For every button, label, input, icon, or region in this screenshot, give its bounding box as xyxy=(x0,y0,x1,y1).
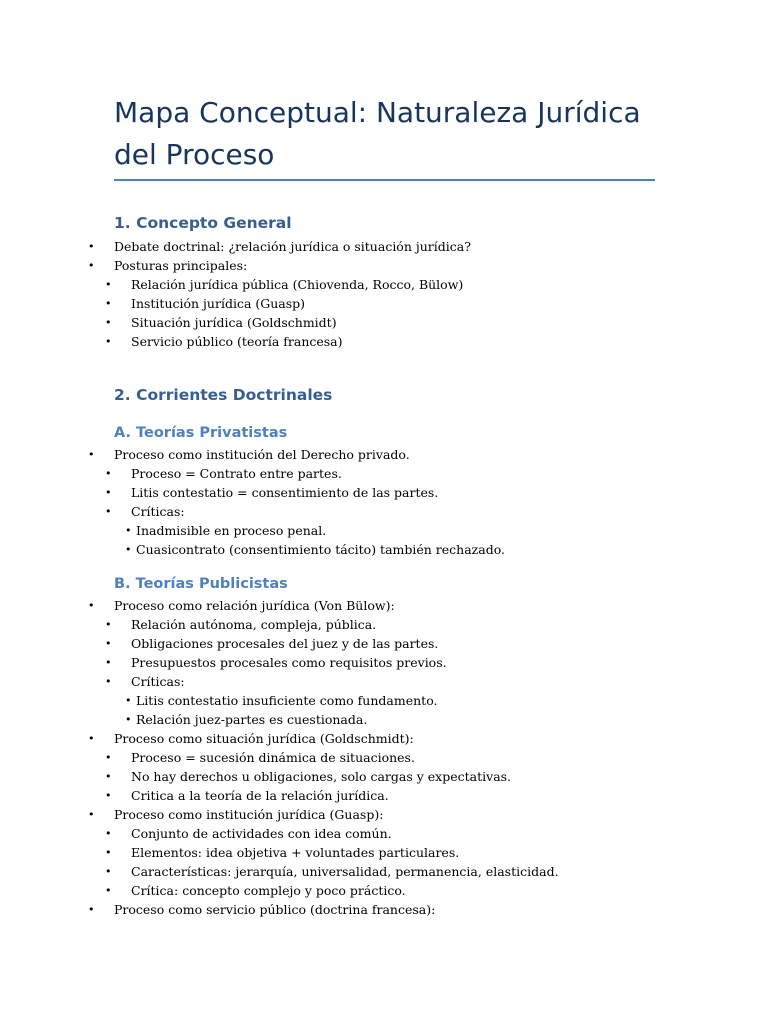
bullet-icon: • xyxy=(88,240,95,253)
subheading-teorias-privatistas: A. Teorías Privatistas xyxy=(114,425,288,441)
bullet-icon: • xyxy=(88,903,95,916)
document-title: Mapa Conceptual: Naturaleza Jurídica del Proceso xyxy=(114,96,641,171)
bullet-icon: • xyxy=(125,713,132,726)
bullet-icon: • xyxy=(105,770,112,783)
title-underline xyxy=(114,179,655,181)
bullet-icon: • xyxy=(105,278,112,291)
bullet-icon: • xyxy=(105,467,112,480)
bullet-icon: • xyxy=(105,865,112,878)
bullet-icon: • xyxy=(88,448,95,461)
bullet-icon: • xyxy=(105,316,112,329)
bullet-icon: • xyxy=(105,486,112,499)
bullet-icon: • xyxy=(105,656,112,669)
bullet-icon: • xyxy=(105,884,112,897)
bullet-icon: • xyxy=(105,846,112,859)
bullet-icon: • xyxy=(125,543,132,556)
bullet-icon: • xyxy=(105,297,112,310)
bullet-icon: • xyxy=(105,675,112,688)
bullet-icon: • xyxy=(105,637,112,650)
bullet-icon: • xyxy=(88,808,95,821)
subheading-teorias-publicistas: B. Teorías Publicistas xyxy=(114,576,288,592)
bullet-icon: • xyxy=(105,505,112,518)
bullet-icon: • xyxy=(105,335,112,348)
bullet-icon: • xyxy=(88,259,95,272)
section-heading-corrientes-doctrinales: 2. Corrientes Doctrinales xyxy=(114,386,333,404)
document-page: Mapa Conceptual: Naturaleza Jurídica del Proceso 1. Concepto General • Debate doctrinal: ¿relación jurídica o situación jurídica? • Posturas principales: • Relación jurídica pública (Chiovenda, Rocco, Bülow) • Institución jurídica (Guasp) • Situación jurídica (Goldschmidt) • Servicio público (teoría francesa) 2. Corrientes Doctrinales A. Teorías Privatistas • Proceso como institución del Derecho privado. • Proceso = Contrato entre partes. • Litis contestatio = consentimiento de las partes. • Críticas: • Inadmisible en proceso penal. • Cuasicontrato (consentimiento tácito) también rechazado. B. Teorías Publicistas • Proceso como relación jurídica (Von Bülow): • Relación autónoma, compleja, pública. • Obligaciones procesales del juez y de las partes. • Presupuestos procesales como requisitos previos. • Críticas: • Litis contestatio insuficiente como fundamento. • Relación juez-partes es cuestionada. • Proceso como situación jurídica (Goldschmidt): • Proceso = sucesión dinámica de situaciones. • No hay derechos u obligaciones, solo cargas y expectativas. • Critica a la teoría de la relación jurídica. • Proceso como institución jurídica (Guasp): • Conjunto de actividades con idea común. • Elementos: idea objetiva + voluntades particulares. • Características: jerarquía, universalidad, permanencia, elasticidad. • Crítica: concepto complejo y poco práctico. • Proceso como servicio público (doctrina francesa): xyxy=(0,0,768,1024)
section-heading-concepto-general: 1. Concepto General xyxy=(114,214,292,232)
bullet-icon: • xyxy=(125,694,132,707)
bullet-icon: • xyxy=(105,789,112,802)
bullet-icon: • xyxy=(105,827,112,840)
bullet-icon: • xyxy=(88,732,95,745)
bullet-icon: • xyxy=(105,618,112,631)
bullet-icon: • xyxy=(88,599,95,612)
bullet-icon: • xyxy=(125,524,132,537)
bullet-icon: • xyxy=(105,751,112,764)
